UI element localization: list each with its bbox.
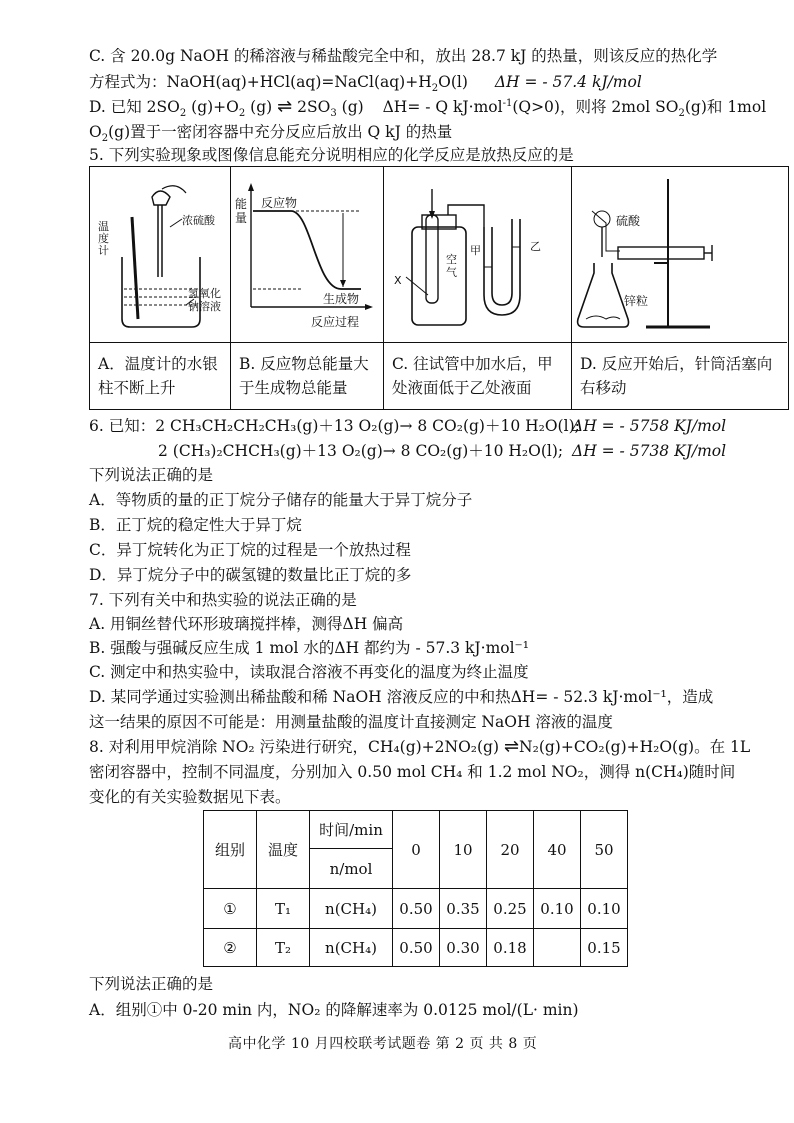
q8-option-a: A．组别①中 0-20 min 内，NO₂ 的降解速率为 0.0125 mol/(L· min)	[89, 1001, 579, 1019]
header-time-value: 20	[487, 811, 534, 889]
q6-dh-1: ΔH = - 5758 KJ/mol	[572, 417, 727, 435]
q4-option-c-line2: 方程式为：$NaOH(aq)+HCl(aq)=NaCl(aq)+H_2O(l) \Delta H$ = - 57.4 kJ/mol	[89, 73, 642, 95]
figure-d	[571, 167, 787, 409]
figure-a	[90, 167, 230, 409]
figure-d-caption: D. 反应开始后，针筒活塞向右移动	[580, 355, 773, 397]
product-label: 生成物	[323, 292, 360, 306]
value-cell: 0.50	[393, 889, 440, 929]
thermometer-beaker-diagram	[90, 167, 230, 343]
header-group: 组别	[204, 811, 257, 889]
figure-c-caption: C. 往试管中加水后，甲处液面低于乙处液面	[392, 355, 553, 397]
figure-b	[230, 167, 383, 409]
thermometer-label: 温 度 计	[98, 220, 109, 257]
value-cell: 0.15	[581, 929, 628, 967]
q6-option-a: A．等物质的量的正丁烷分子储存的能量大于异丁烷分子	[89, 491, 473, 509]
value-cell: 0.25	[487, 889, 534, 929]
q7-option-d-line1: D. 某同学通过实验测出稀盐酸和稀 NaOH 溶液反应的中和热ΔH= - 52.3 kJ·mol⁻¹，造成	[89, 688, 714, 706]
q6-dh-2: ΔH = - 5738 KJ/mol	[572, 442, 727, 460]
q6-option-d: D．异丁烷分子中的碳氢键的数量比正丁烷的多	[89, 566, 412, 584]
value-cell: 0.10	[534, 889, 581, 929]
value-cell: 0.35	[440, 889, 487, 929]
header-time-value: 40	[534, 811, 581, 889]
naoh-solution-label: 氢氧化 钠溶液	[188, 287, 221, 313]
header-time-value: 0	[393, 811, 440, 889]
figure-c	[383, 167, 571, 409]
value-cell: 0.18	[487, 929, 534, 967]
species-cell: n(CH₄)	[310, 929, 393, 967]
temp-cell: T₂	[257, 929, 310, 967]
equilibrium-arrow-icon: ⇌	[277, 96, 293, 117]
q6-ask: 下列说法正确的是	[89, 466, 214, 484]
header-temperature: 温度	[257, 811, 310, 889]
table-row	[204, 889, 628, 929]
equilibrium-arrow-icon: ⇌	[503, 736, 520, 757]
q7-option-c: C. 测定中和热实验中，读取混合溶液不再变化的温度为终止温度	[89, 663, 529, 681]
q8-stem-line2: 密闭容器中，控制不同温度，分别加入 0.50 mol CH₄ 和 1.2 mol NO₂，测得 n(CH₄)随时间	[89, 763, 736, 781]
q8-stem-line1: 8. 对利用甲烷消除 NO₂ 污染进行研究，CH₄(g)+2NO₂(g) ⇌N₂(g)+CO₂(g)+H₂O(g)。在 1L	[89, 736, 751, 757]
reactant-label: 反应物	[261, 196, 298, 210]
group-cell: ②	[204, 929, 257, 967]
q8-ask: 下列说法正确的是	[89, 975, 214, 993]
reaction-process-label: 反应过程	[311, 315, 360, 329]
value-cell: 0.30	[440, 929, 487, 967]
page-footer: 高中化学 10 月四校联考试题卷 第 2 页 共 8 页	[228, 1036, 538, 1052]
q6-equation-2: 2 (CH₃)₂CHCH₃(g)＋13 O₂(g)→ 8 CO₂(g)＋10 H₂O(l);	[158, 442, 564, 460]
q7-option-b: B. 强酸与强碱反应生成 1 mol 水的ΔH 都约为 - 57.3 kJ·mol⁻¹	[89, 639, 529, 657]
q7-option-a: A. 用铜丝替代环形玻璃搅拌棒，测得ΔH 偏高	[89, 615, 404, 633]
q6-option-b: B．正丁烷的稳定性大于异丁烷	[89, 516, 302, 534]
q7-stem: 7. 下列有关中和热实验的说法正确的是	[89, 591, 357, 609]
group-cell: ①	[204, 889, 257, 929]
yi-label: 乙	[530, 240, 541, 253]
air-label: 空 气	[446, 253, 457, 279]
q5-figure-table	[89, 166, 789, 410]
q6-equation-1: 6. 已知：2 CH₃CH₂CH₂CH₃(g)＋13 O₂(g)→ 8 CO₂(g)＋10 H₂O(l);	[89, 417, 580, 435]
temp-cell: T₁	[257, 889, 310, 929]
figure-a-caption: A．温度计的水银柱不断上升	[98, 355, 218, 397]
q4-option-d-line1: D. 已知 $2SO_2$ $(g)+O_2$ (g) ⇌ $2SO_3$ (g) ΔH= - Q kJ·mol$^{-1}$(Q>0)，则将 2mol $SO_2(g)$和 1mol	[89, 96, 767, 120]
sulfuric-acid-label: 硫酸	[616, 214, 641, 228]
value-cell: 0.50	[393, 929, 440, 967]
zinc-granules-label: 锌粒	[624, 294, 649, 308]
header-time-value: 50	[581, 811, 628, 889]
q6-option-c: C．异丁烷转化为正丁烷的过程是一个放热过程	[89, 541, 411, 559]
header-nmol: n/mol	[310, 849, 393, 889]
q4-option-c-line1: C. 含 20.0g NaOH 的稀溶液与稀盐酸完全中和，放出 28.7 kJ 的热量，则该反应的热化学	[89, 47, 718, 65]
q8-stem-line3: 变化的有关实验数据见下表。	[89, 788, 291, 806]
figure-b-caption: B. 反应物总能量大于生成物总能量	[239, 355, 369, 397]
energy-axis-label: 能 量	[235, 197, 248, 225]
q8-data-table	[203, 810, 628, 967]
q5-stem: 5. 下列实验现象或图像信息能充分说明相应的化学反应是放热反应的是	[89, 146, 574, 164]
header-time-value: 10	[440, 811, 487, 889]
conc-sulfuric-label: 浓硫酸	[182, 214, 215, 227]
syringe-flask-diagram	[572, 167, 788, 343]
species-cell: n(CH₄)	[310, 889, 393, 929]
value-cell: 0.10	[581, 889, 628, 929]
table-row	[204, 929, 628, 967]
q4-option-d-line2: $O_2(g)$置于一密闭容器中充分反应后放出 Q kJ 的热量	[89, 123, 453, 145]
energy-diagram	[231, 167, 384, 343]
header-time: 时间/min	[310, 811, 393, 849]
jia-label: 甲	[470, 244, 481, 257]
x-label: X	[394, 274, 402, 287]
value-cell	[534, 929, 581, 967]
q7-option-d-line2: 这一结果的原因不可能是：用测量盐酸的温度计直接测定 NaOH 溶液的温度	[89, 713, 613, 731]
